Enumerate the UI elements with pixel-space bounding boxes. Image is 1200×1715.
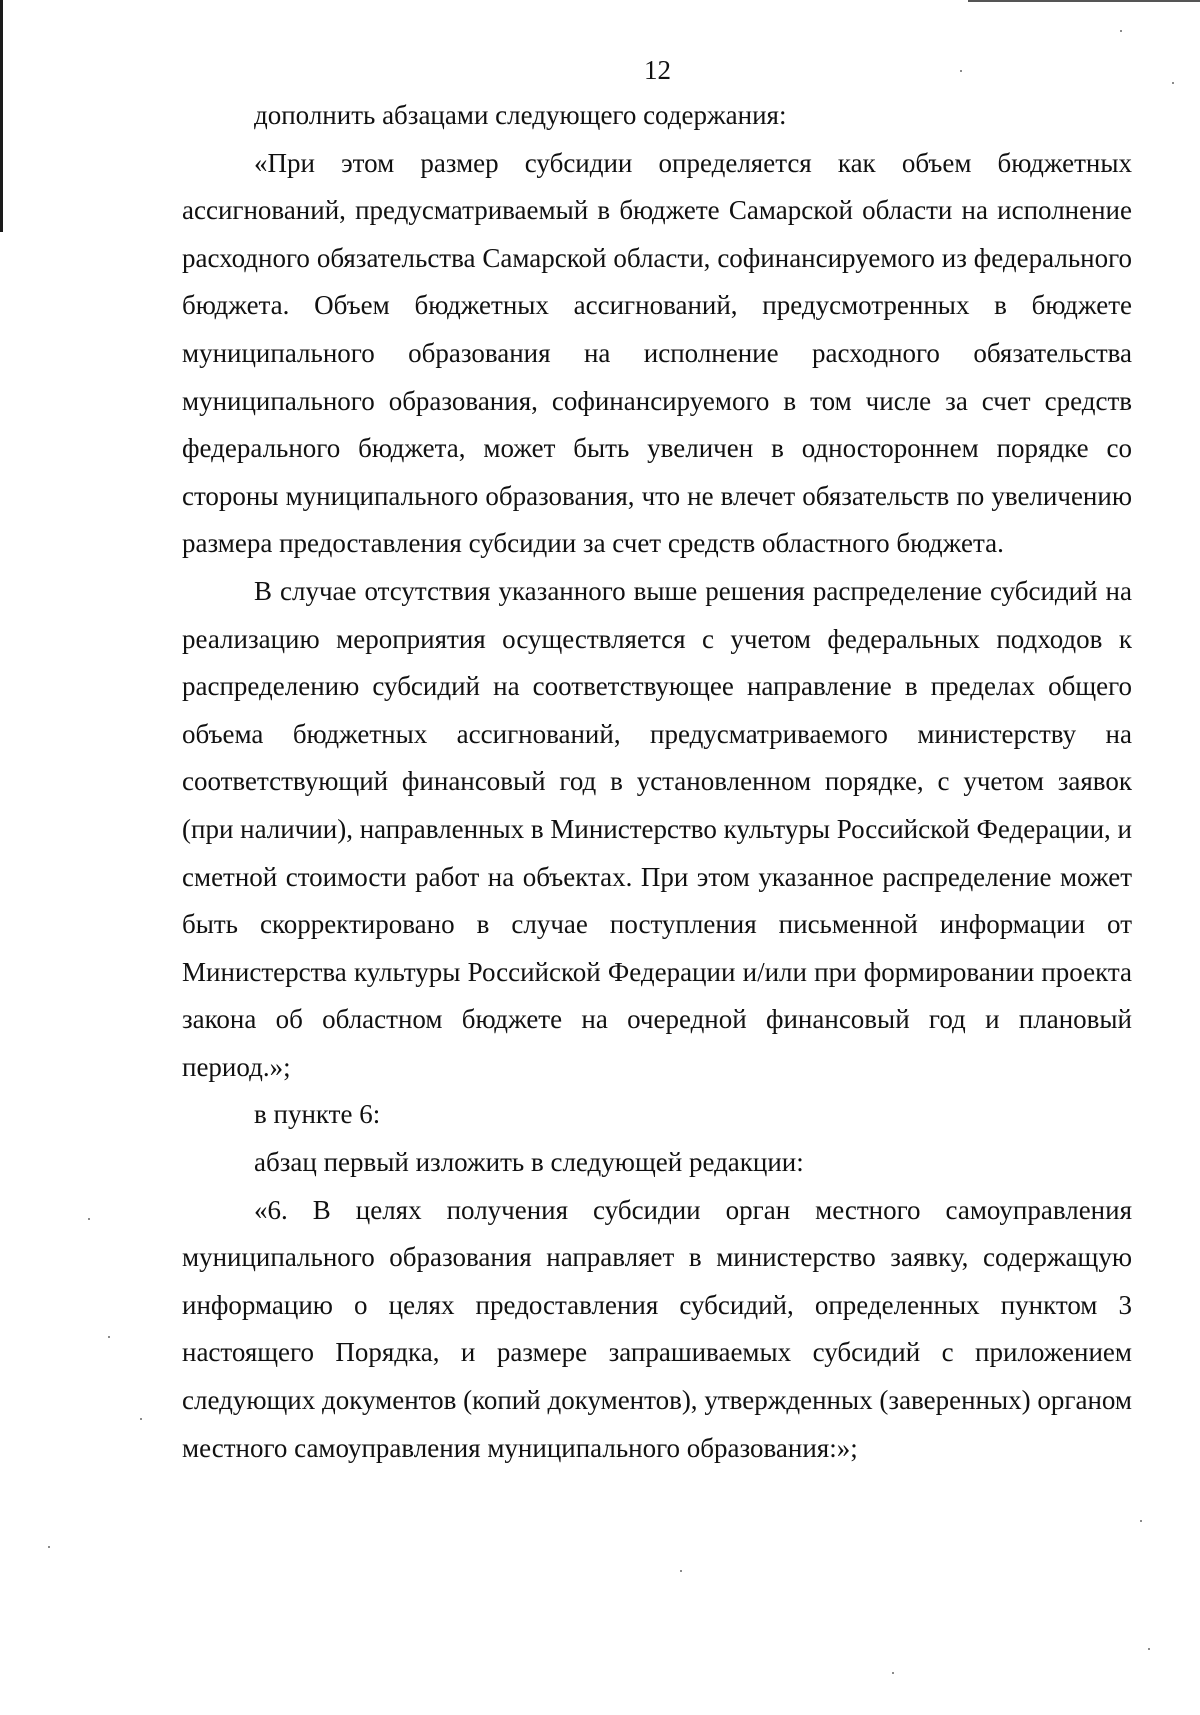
paragraph-first-abzac: абзац первый изложить в следующей редакции: xyxy=(254,1147,804,1178)
scan-speck xyxy=(1120,30,1122,32)
paragraph-subsidy-size: «При этом размер субсидии определяется как объем бюджетных ассигнований, предусматриваемый в бюджете Самарской области на исполнение расходного обязательства Самарской области, софинансируемого из федерального бюджета. Объем бюджетных ассигнований, предусмотренных в бюджете муниципального образования на исполнение расходного обязательства муниципального образования, софинансируемого в том числе за счет средств федерального бюджета, может быть увеличен в одностороннем порядке со стороны муниципального образования, что не влечет обязательств по увеличению размера предоставления субсидии за счет средств областного бюджета. xyxy=(182,147,1132,559)
paragraph-point-6: в пункте 6: xyxy=(254,1099,381,1130)
scan-edge-line xyxy=(0,0,3,232)
paragraph-application: «6. В целях получения субсидии орган местного самоуправления муниципального образования направляет в министерство заявку, содержащую информацию о целях предоставления субсидий, определенных пунктом 3 настоящего Порядка, и размере запрашиваемых субсидий с приложением следующих документов (копий документов), утвержденных (заверенных) органом местного самоуправления муниципального образования:»; xyxy=(182,1194,1132,1463)
scan-speck xyxy=(1140,1520,1142,1522)
scan-speck xyxy=(960,70,962,72)
document-body xyxy=(182,92,1132,1472)
page-number: 12 xyxy=(644,55,671,85)
scan-speck xyxy=(680,1570,682,1572)
scan-speck xyxy=(48,1546,50,1548)
scan-speck xyxy=(108,1336,110,1338)
paragraph-distribution: В случае отсутствия указанного выше решения распределение субсидий на реализацию мероприятия осуществляется с учетом федеральных подходов к распределению субсидий на соответствующее направление в пределах общего объема бюджетных ассигнований, предусматриваемого министерству на соответствующий финансовый год в установленном порядке, с учетом заявок (при наличии), направленных в Министерство культуры Российской Федерации, и сметной стоимости работ на объектах. При этом указанное распределение может быть скорректировано в случае поступления письменной информации от Министерства культуры Российской Федерации и/или при формировании проекта закона об областном бюджете на очередной финансовый год и плановый период.»; xyxy=(182,575,1132,1082)
scan-speck xyxy=(140,1418,142,1420)
paragraph-intro: дополнить абзацами следующего содержания: xyxy=(254,100,787,130)
scan-speck xyxy=(88,1218,90,1220)
scan-top-line xyxy=(968,0,1200,2)
scan-speck xyxy=(892,1672,894,1674)
scan-speck xyxy=(1148,1648,1150,1650)
scan-speck xyxy=(1172,82,1174,84)
